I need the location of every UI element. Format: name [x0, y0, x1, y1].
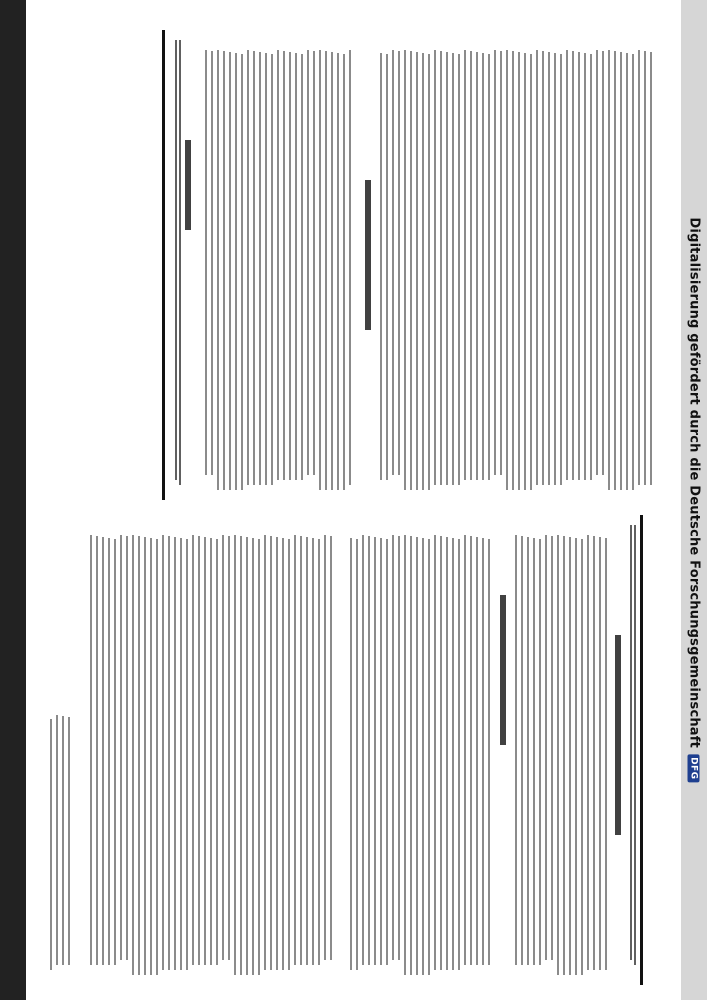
text-line — [229, 52, 231, 490]
text-line — [168, 536, 170, 970]
text-line — [386, 539, 388, 965]
section-heading — [500, 595, 506, 745]
text-line — [205, 50, 207, 475]
text-line — [277, 50, 279, 480]
text-line — [512, 51, 514, 490]
page-header-rule — [162, 30, 165, 500]
text-line — [56, 715, 58, 965]
credit-text: Digitalisierung gefördert durch die Deutsche Forschungsgemeinschaft — [686, 217, 702, 749]
page-header-rule — [640, 515, 643, 985]
text-line — [476, 52, 478, 480]
text-line — [252, 538, 254, 975]
text-line — [241, 54, 243, 490]
text-line — [337, 53, 339, 490]
section-heading — [185, 140, 191, 230]
text-line — [533, 538, 535, 965]
text-line — [605, 538, 607, 970]
text-line — [416, 52, 418, 490]
text-line — [175, 40, 177, 480]
text-line — [560, 54, 562, 485]
text-line — [548, 52, 550, 485]
text-line — [563, 536, 565, 975]
text-line — [482, 53, 484, 480]
text-line — [180, 538, 182, 970]
text-line — [539, 539, 541, 965]
text-line — [350, 538, 352, 970]
text-line — [114, 539, 116, 965]
text-line — [223, 51, 225, 490]
text-line — [253, 51, 255, 485]
text-line — [62, 716, 64, 965]
text-line — [368, 536, 370, 965]
text-line — [581, 539, 583, 975]
text-line — [458, 54, 460, 485]
text-line — [258, 539, 260, 975]
text-line — [572, 51, 574, 480]
text-line — [102, 537, 104, 965]
section-heading — [615, 635, 621, 835]
text-line — [551, 536, 553, 960]
section-heading — [365, 180, 371, 330]
text-line — [210, 538, 212, 965]
page-bottom — [30, 515, 670, 995]
text-line — [524, 53, 526, 490]
text-line — [179, 40, 181, 485]
text-line — [259, 52, 261, 485]
text-line — [488, 54, 490, 480]
text-line — [295, 53, 297, 480]
text-line — [470, 536, 472, 965]
text-line — [446, 537, 448, 970]
text-line — [500, 51, 502, 475]
text-line — [247, 50, 249, 485]
text-line — [307, 50, 309, 475]
text-line — [319, 50, 321, 490]
text-line — [132, 535, 134, 975]
text-line — [217, 50, 219, 490]
text-line — [464, 50, 466, 480]
text-line — [506, 50, 508, 490]
text-line — [246, 537, 248, 975]
text-line — [349, 50, 351, 485]
text-line — [620, 52, 622, 490]
text-line — [584, 53, 586, 480]
text-line — [356, 539, 358, 970]
text-line — [294, 535, 296, 965]
text-line — [288, 539, 290, 970]
text-line — [222, 535, 224, 960]
text-line — [404, 535, 406, 975]
text-line — [608, 50, 610, 490]
text-line — [306, 537, 308, 965]
text-line — [422, 538, 424, 975]
text-line — [90, 535, 92, 965]
text-line — [374, 537, 376, 965]
funding-credit — [687, 217, 702, 782]
text-line — [162, 535, 164, 970]
text-line — [452, 538, 454, 970]
text-line — [386, 54, 388, 480]
text-line — [557, 535, 559, 975]
text-line — [446, 52, 448, 485]
text-line — [271, 54, 273, 485]
text-line — [192, 535, 194, 965]
text-line — [150, 538, 152, 975]
text-line — [234, 535, 236, 975]
text-line — [614, 51, 616, 490]
text-line — [235, 53, 237, 490]
text-line — [282, 538, 284, 970]
text-line — [632, 54, 634, 490]
page-top — [30, 30, 670, 510]
text-line — [476, 537, 478, 965]
text-line — [530, 54, 532, 490]
text-line — [634, 525, 636, 965]
text-line — [265, 53, 267, 485]
text-line — [362, 535, 364, 965]
text-line — [422, 53, 424, 490]
text-line — [494, 50, 496, 475]
text-line — [518, 52, 520, 490]
text-line — [464, 535, 466, 965]
text-line — [301, 54, 303, 480]
text-line — [440, 51, 442, 485]
text-line — [554, 53, 556, 485]
text-line — [283, 51, 285, 480]
text-line — [410, 51, 412, 490]
text-line — [330, 536, 332, 960]
text-line — [380, 53, 382, 480]
text-line — [228, 536, 230, 960]
text-line — [204, 537, 206, 965]
text-line — [325, 51, 327, 490]
text-line — [488, 539, 490, 965]
text-line — [644, 51, 646, 485]
text-line — [398, 51, 400, 475]
text-line — [569, 537, 571, 975]
text-line — [313, 51, 315, 475]
text-line — [578, 52, 580, 480]
text-line — [324, 535, 326, 960]
text-line — [50, 719, 52, 970]
text-line — [343, 54, 345, 490]
text-line — [270, 536, 272, 970]
text-line — [452, 53, 454, 485]
text-line — [428, 539, 430, 975]
text-line — [626, 53, 628, 490]
text-line — [650, 52, 652, 485]
text-line — [575, 538, 577, 975]
text-line — [527, 537, 529, 965]
text-line — [198, 536, 200, 965]
text-line — [264, 535, 266, 970]
text-line — [398, 536, 400, 960]
text-line — [440, 536, 442, 970]
text-line — [630, 525, 632, 960]
text-line — [276, 537, 278, 970]
text-line — [593, 536, 595, 970]
text-line — [331, 52, 333, 490]
text-line — [521, 536, 523, 965]
text-line — [240, 536, 242, 975]
dfg-logo: DFG — [688, 754, 700, 783]
text-line — [416, 537, 418, 975]
text-line — [289, 52, 291, 480]
scan-border-left — [0, 0, 26, 1000]
text-line — [120, 535, 122, 960]
text-line — [404, 50, 406, 490]
text-line — [108, 538, 110, 965]
text-line — [96, 536, 98, 965]
text-line — [542, 51, 544, 485]
text-line — [482, 538, 484, 965]
text-line — [638, 50, 640, 485]
text-line — [174, 537, 176, 970]
text-line — [392, 50, 394, 475]
text-line — [144, 537, 146, 975]
text-line — [470, 51, 472, 480]
text-line — [138, 536, 140, 975]
text-line — [545, 535, 547, 960]
text-line — [515, 535, 517, 965]
text-line — [312, 538, 314, 965]
text-line — [68, 717, 70, 965]
text-line — [211, 51, 213, 475]
text-line — [300, 536, 302, 965]
text-line — [156, 539, 158, 975]
text-line — [434, 50, 436, 485]
text-line — [590, 54, 592, 480]
text-line — [536, 50, 538, 485]
text-line — [596, 50, 598, 475]
text-line — [392, 535, 394, 960]
text-line — [434, 535, 436, 970]
text-line — [216, 539, 218, 965]
text-line — [126, 536, 128, 960]
text-line — [428, 54, 430, 490]
text-line — [410, 536, 412, 975]
text-line — [318, 539, 320, 965]
text-line — [380, 538, 382, 965]
text-line — [602, 51, 604, 475]
text-line — [587, 535, 589, 970]
text-line — [566, 50, 568, 480]
text-line — [458, 539, 460, 970]
text-line — [599, 537, 601, 970]
text-line — [186, 539, 188, 970]
